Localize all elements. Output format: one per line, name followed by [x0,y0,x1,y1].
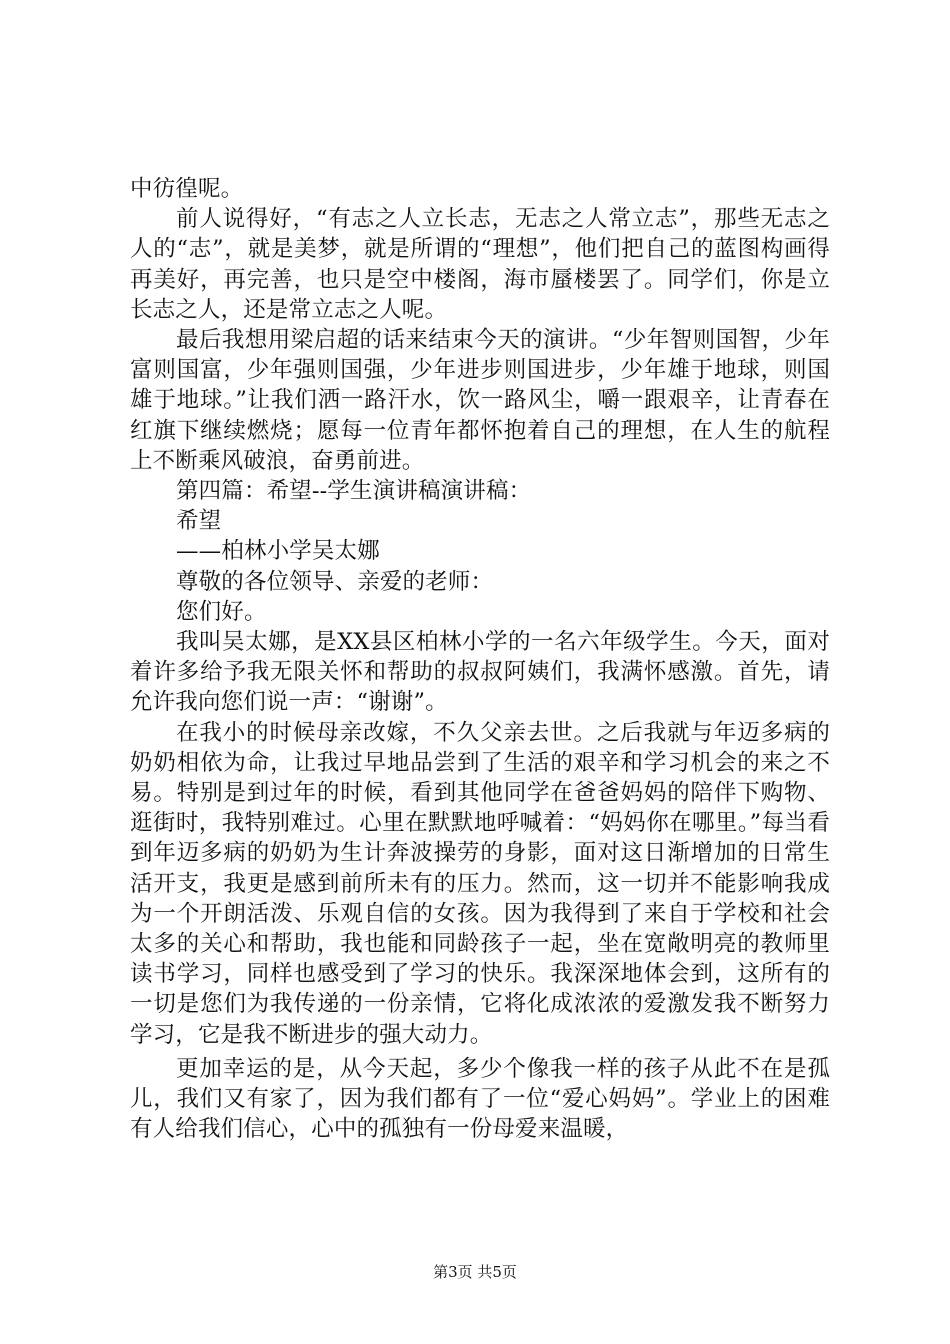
section-heading: 第四篇：希望--学生演讲稿演讲稿： [176,478,532,505]
paragraph-story: 在我小的时候母亲改嫁，不久父亲去世。之后我就与年迈多病的奶奶相依为命，让我过早地品尝到了生活的艰辛和学习机会的来之不易。特别是到过年的时候，看到其他同学在爸爸妈妈的陪伴下购物、逛街时，我特别难过。心里在默默地呼喊着：“妈妈你在哪里。”每当看到年迈多病的奶奶为生计奔波操劳的身影，面对这日渐增加的日常生活开支，我更是感到前所未有的压力。然而，这一切并不能影响我成为一个开朗活泼、乐观自信的女孩。因为我得到了来自于学校和社会太多的关心和帮助，我也能和同龄孩子一起，坐在宽敞明亮的教师里读书学习，同样也感受到了学习的快乐。我深深地体会到，这所有的一切是您们为我传递的一份亲情，它将化成浓浓的爱激发我不断努力学习，它是我不断进步的强大动力。 [130,719,830,1048]
greeting: 您们好。 [176,598,267,625]
paragraph-3: 最后我想用梁启超的话来结束今天的演讲。“少年智则国智，少年富则国富，少年强则国强，少年进步则国进步，少年雄于地球，则国雄于地球。”让我们洒一路汗水，饮一路风尘，嚼一跟艰辛，让青春在红旗下继续燃烧；愿每一位青年都怀抱着自己的理想，在人生的航程上不断乘风破浪，奋勇前进。 [130,327,830,474]
salutation: 尊敬的各位领导、亲爱的老师： [176,568,494,595]
speech-title: 希望 [176,508,222,535]
paragraph-intro: 我叫吴太娜，是XX县区柏林小学的一名六年级学生。今天，面对着许多给予我无限关怀和帮助的叔叔阿姨们，我满怀感激。首先，请允许我向您们说一声：“谢谢”。 [130,629,830,716]
page-number-footer: 第3页 共5页 [433,1263,517,1281]
document-body [130,174,830,1145]
speech-author: ——柏林小学吴太娜 [176,538,380,565]
paragraph-1: 中彷徨呢。 [130,176,244,202]
paragraph-fortune: 更加幸运的是，从今天起，多少个像我一样的孩子从此不在是孤儿，我们又有家了，因为我们都有了一位“爱心妈妈”。学业上的困难有人给我们信心，心中的孤独有一份母爱来温暖， [130,1055,830,1143]
paragraph-2: 前人说得好，“有志之人立长志，无志之人常立志”，那些无志之人的“志”，就是美梦，就是所谓的“理想”，他们把自己的蓝图构画得再美好，再完善，也只是空中楼阁，海市蜃楼罢了。同学们，你是立长志之人，还是常立志之人呢。 [130,206,830,323]
